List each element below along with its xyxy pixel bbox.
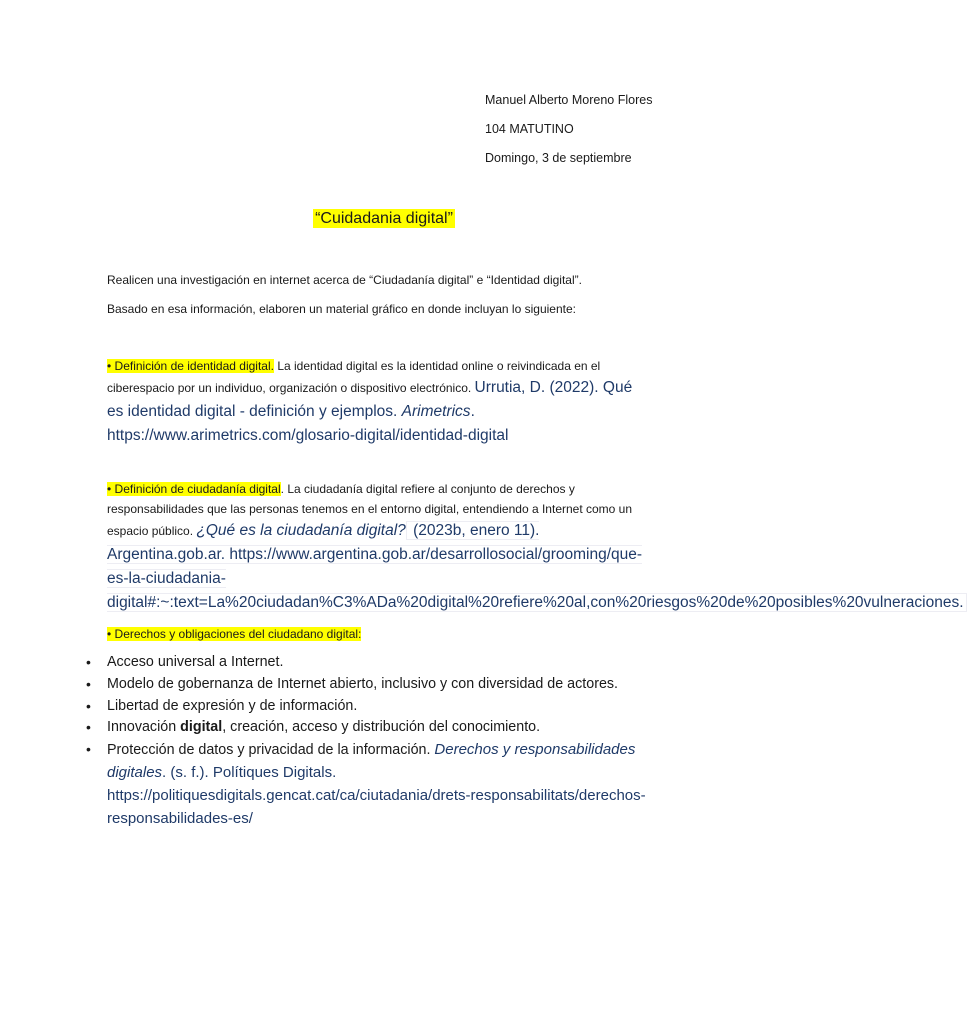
list-item: • Modelo de gobernanza de Internet abierto, inclusivo y con diversidad de actores. <box>86 674 666 696</box>
document-title: “Cuidadania digital” <box>315 210 453 227</box>
author-header <box>485 92 652 179</box>
list-item: • Innovación digital, creación, acceso y distribución del conocimiento. <box>86 717 666 739</box>
section-heading-identidad: • Definición de identidad digital. <box>107 359 274 373</box>
section-ciudadania-digital <box>107 479 964 615</box>
section-body-ciudadania: . La ciudadanía digital refiere al conjunto de derechos y responsabilidades que las personas tenemos en el entorno digital, entendiendo a Internet como un espacio público. <box>107 482 633 538</box>
reference-source-italic: Arimetrics <box>401 403 471 420</box>
list-item: • Acceso universal a Internet. <box>86 652 666 674</box>
rights-list <box>86 652 666 830</box>
section-body-identidad: La identidad digital es la identidad online o reivindicada en el ciberespacio por un individuo, organización o dispositivo electrónico. <box>107 359 601 395</box>
group-label: 104 MATUTINO <box>485 122 574 136</box>
document-title-wrap <box>0 210 768 228</box>
section-identidad-digital <box>107 356 647 448</box>
reference-argentina[interactable] <box>107 521 967 612</box>
author-name: Manuel Alberto Moreno Flores <box>485 93 653 107</box>
list-item: • Libertad de expresión y de información. <box>86 696 666 718</box>
bold-keyword: digital <box>180 719 223 736</box>
reference-title-italic: ¿Qué es la ciudadanía digital? <box>196 522 406 539</box>
section-derechos-obligaciones <box>107 626 647 642</box>
reference-url: . (s. f.). Polítiques Digitals. https://politiquesdigitals.gencat.cat/ca/ciutadania/drets-responsabilitats/derechos-responsabilidades-es/ <box>107 763 646 827</box>
intro-line-2: Basado en esa información, elaboren un material gráfico en donde incluyan lo siguiente: <box>107 302 576 316</box>
reference-text-a: Urrutia, D. (2022). Qué es identidad digital - definición y ejemplos. <box>107 379 633 420</box>
section-heading-ciudadania: • Definición de ciudadanía digital <box>107 482 281 496</box>
reference-url: (2023b, enero 11). Argentina.gob.ar. https://www.argentina.gob.ar/desarrollosocial/grooming/que-es-la-ciudadania-digital#:~:text=La%20ciudadan%C3%ADa%20digital%20refiere%20al,con%20riesgos%20de%20posibles%20vulneraciones. <box>107 521 967 612</box>
section-heading-derechos: • Derechos y obligaciones del ciudadano digital: <box>107 627 362 641</box>
list-item: • Protección de datos y privacidad de la información. Derechos y responsabilidades digitales. (s. f.). Polítiques Digitals. https://politiquesdigitals.gencat.cat/ca/ciutadania/drets-responsabilitats/derechos-responsabilidades-es/ <box>86 739 666 830</box>
date-label: Domingo, 3 de septiembre <box>485 151 632 165</box>
reference-title-italic: Derechos y responsabilidades digitales <box>107 741 636 781</box>
intro-line-1: Realicen una investigación en internet acerca de “Ciudadanía digital” e “Identidad digital”. <box>107 273 582 287</box>
reference-url: . https://www.arimetrics.com/glosario-digital/identidad-digital <box>107 403 509 444</box>
